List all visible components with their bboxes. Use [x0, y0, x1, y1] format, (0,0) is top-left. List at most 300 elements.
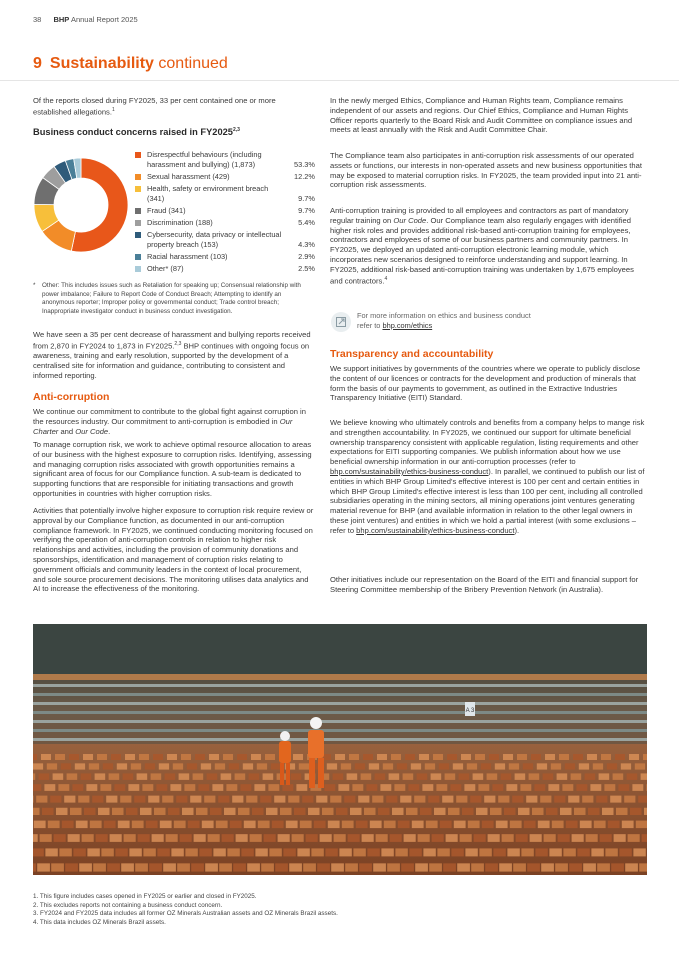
cathode-plate: [403, 773, 414, 780]
cathode-plate: [594, 821, 606, 829]
cathode-plate: [390, 834, 402, 842]
cathode-plate: [151, 773, 162, 780]
cathode-plate: [359, 863, 372, 871]
cathode-plate: [142, 784, 153, 791]
cathode-plate: [347, 773, 358, 780]
cathode-plate: [123, 773, 134, 780]
cathode-plate: [454, 821, 466, 829]
anti-corruption-p1: [33, 407, 315, 436]
cathode-plate: [188, 821, 200, 829]
cathode-plate: [389, 773, 400, 780]
cathode-plate: [487, 773, 498, 780]
cathode-plate: [460, 834, 472, 842]
cathode-plate: [37, 863, 50, 871]
cathode-plate: [352, 784, 363, 791]
cathode-plate: [557, 773, 568, 780]
cathode-plate: [314, 821, 326, 829]
cathode-plate: [356, 821, 368, 829]
legend-value: 2.5%: [298, 264, 315, 273]
legend-value: 5.4%: [298, 218, 315, 227]
legend-swatch: [135, 266, 141, 272]
cathode-plate: [336, 808, 348, 815]
cathode-plate: [251, 754, 261, 760]
cathode-plate: [552, 821, 564, 829]
cathode-plate: [249, 773, 260, 780]
cathode-plate: [33, 863, 36, 871]
cathode-plate: [223, 754, 233, 760]
cathode-plate: [601, 754, 611, 760]
cathode-plate: [590, 784, 601, 791]
cathode-plate: [558, 834, 570, 842]
cathode-plate: [42, 808, 54, 815]
cathode-plate: [114, 784, 125, 791]
cathode-plate: [574, 808, 586, 815]
cathode-plate: [459, 773, 470, 780]
cathode-plate: [372, 796, 383, 803]
cathode-plate: [610, 796, 621, 803]
cathode-plate: [320, 834, 332, 842]
cathode-plate: [375, 773, 386, 780]
footnote-2: 2. This excludes reports not containing a business conduct concern.: [33, 901, 223, 909]
cathode-plate: [412, 821, 424, 829]
cathode-plate: [422, 784, 433, 791]
cathode-plate: [241, 848, 253, 856]
cathode-plate: [363, 754, 373, 760]
chart-title-sup: 2,3: [232, 127, 240, 133]
cathode-plate: [40, 834, 52, 842]
cathode-plate: [436, 784, 447, 791]
cathode-plate: [551, 763, 561, 769]
cathode-plate: [56, 808, 68, 815]
cathode-plate: [181, 754, 191, 760]
cathode-plate: [478, 784, 489, 791]
cathode-plate: [602, 808, 614, 815]
cathode-plate: [502, 834, 514, 842]
legend-label: Other* (87): [147, 264, 184, 273]
cathode-plate: [585, 773, 596, 780]
report-title: Annual Report 2025: [70, 15, 138, 24]
cathode-plate: [644, 808, 647, 815]
cathode-plate: [530, 834, 542, 842]
cathode-plate: [202, 821, 214, 829]
cathode-plate: [428, 796, 439, 803]
cathode-plate: [76, 821, 88, 829]
cathode-plate: [191, 863, 204, 871]
cathode-plate: [229, 763, 239, 769]
cathode-plate: [464, 784, 475, 791]
cathode-plate: [308, 808, 320, 815]
cathode-plate: [111, 754, 121, 760]
cathode-plate: [98, 808, 110, 815]
cathode-plate: [58, 784, 69, 791]
cathode-plate: [611, 863, 624, 871]
cathode-plate: [226, 784, 237, 791]
cathode-plate: [159, 763, 169, 769]
legend-label: Health, safety or environment breach (341): [147, 184, 269, 203]
cathode-plate: [596, 796, 607, 803]
cathode-plate: [348, 834, 360, 842]
cathode-plate: [426, 821, 438, 829]
cathode-plate: [240, 784, 251, 791]
cathode-plate: [490, 808, 502, 815]
cathode-plate: [613, 773, 624, 780]
cathode-plate: [64, 796, 75, 803]
cathode-plate: [170, 784, 181, 791]
cathode-plate: [562, 784, 573, 791]
cathode-plate: [429, 863, 442, 871]
cathode-plate: [544, 834, 556, 842]
cathode-plate: [513, 863, 526, 871]
legend-swatch: [135, 232, 141, 238]
cathode-plate: [406, 808, 418, 815]
cathode-plate: [50, 796, 61, 803]
cathode-plate: [47, 763, 57, 769]
cathode-plate: [232, 796, 243, 803]
cathode-plate: [473, 773, 484, 780]
ethics-business-conduct-link-2[interactable]: bhp.com/sustainability/ethics-business-conduct: [356, 525, 515, 535]
cathode-plate: [563, 848, 575, 856]
cathode-plate: [300, 821, 312, 829]
cathode-plate: [387, 863, 400, 871]
cathode-plate: [624, 796, 635, 803]
cathode-plate: [474, 834, 486, 842]
cathode-plate: [33, 773, 35, 780]
section-number: 9: [33, 55, 42, 72]
cathode-plate: [576, 784, 587, 791]
cathode-plate: [630, 808, 642, 815]
cathode-plate: [569, 863, 582, 871]
cathode-plate: [516, 834, 528, 842]
transparency-p3: Other initiatives include our representation on the Board of the EITI and financial support for Steering Committee membership of the Bribery Prevention Network (in Australia).: [330, 575, 639, 594]
cathode-plate: [597, 863, 610, 871]
harassment-text: We have seen a 35 per cent decrease of harassment and bullying reports received from 2,870 in FY2024 to 1,873 in FY2025.: [33, 330, 311, 351]
cathode-plate: [222, 834, 234, 842]
cathode-plate: [112, 808, 124, 815]
cathode-plate: [503, 754, 513, 760]
legend-swatch: [135, 220, 141, 226]
cathode-plate: [488, 834, 500, 842]
cathode-plate: [243, 763, 253, 769]
risk-assessment-paragraph: The Compliance team also participates in anti-corruption risk assessments of our operated assets or functions, our interests in non-operated assets and new business opportunities that may be exposed to material corruption risks. In FY2025, the team provided input into 21 anti-corruption risk assessments.: [330, 151, 642, 190]
cathode-plate: [264, 834, 276, 842]
cathode-plate: [431, 773, 442, 780]
harassment-text-2: BHP continues with ongoing focus on awareness, training and early resolution, supported by the development of a centralised site for information and guidance, contributing to consistent and informed reporting.: [33, 341, 310, 380]
intro-paragraph: [33, 96, 315, 117]
overhead-rail: [33, 684, 647, 687]
legend-swatch: [135, 174, 141, 180]
our-code-ref: Our Code: [75, 426, 109, 436]
cathode-plate: [510, 821, 522, 829]
cathode-plate: [51, 863, 64, 871]
overhead-rail: [33, 711, 647, 714]
cathode-plate: [437, 848, 449, 856]
cathode-plate: [507, 848, 519, 856]
anti-p1-and: and: [58, 426, 76, 436]
cathode-plate: [86, 784, 97, 791]
cathode-plate: [391, 754, 401, 760]
cathode-plate: [588, 808, 600, 815]
cathode-plate: [377, 754, 387, 760]
cathode-plate: [283, 848, 295, 856]
training-sup: 4: [384, 275, 388, 282]
cathode-plate: [635, 763, 645, 769]
cathode-plate: [350, 808, 362, 815]
cathode-plate: [506, 784, 517, 791]
cathode-plate: [224, 808, 236, 815]
cathode-plate: [152, 834, 164, 842]
cathode-plate: [250, 834, 262, 842]
footnote-3: 3. FY2024 and FY2025 data includes all former OZ Minerals Australian assets and OZ Minerals Brazil assets.: [33, 910, 338, 918]
cathode-plate: [174, 821, 186, 829]
intro-text: Of the reports closed during FY2025, 33 per cent contained one or more established allegations.: [33, 96, 276, 117]
cathode-plate: [153, 754, 163, 760]
cathode-plate: [68, 834, 80, 842]
legend-swatch: [135, 186, 141, 192]
cathode-plate: [288, 796, 299, 803]
cathode-plate: [53, 773, 64, 780]
cathode-plate: [265, 754, 275, 760]
cathode-plate: [95, 773, 106, 780]
cathode-plate: [625, 863, 638, 871]
cathode-plate: [61, 763, 71, 769]
cathode-plate: [583, 863, 596, 871]
cathode-plate: [344, 796, 355, 803]
cathode-plate: [608, 821, 620, 829]
cathode-plate: [568, 796, 579, 803]
cathode-plate: [210, 808, 222, 815]
cathode-plate: [476, 808, 488, 815]
cathode-plate: [36, 796, 47, 803]
ethics-info-callout: [357, 311, 531, 330]
cathode-plate: [499, 863, 512, 871]
overhead-rail: [33, 738, 647, 741]
cathode-plate: [566, 821, 578, 829]
cathode-plate: [33, 754, 37, 760]
donut-chart: [33, 146, 129, 264]
cathode-plate: [394, 784, 405, 791]
cathode-plate: [278, 834, 290, 842]
cathode-plate: [143, 848, 155, 856]
cathode-plate: [135, 863, 148, 871]
cathode-plate: [373, 863, 386, 871]
cathode-plate: [380, 784, 391, 791]
cathode-plate: [366, 784, 377, 791]
cathode-plate: [541, 863, 554, 871]
cathode-plate: [355, 763, 365, 769]
cathode-plate: [280, 808, 292, 815]
cathode-plate: [481, 763, 491, 769]
cathode-plate: [485, 863, 498, 871]
cathode-plate: [41, 754, 51, 760]
cathode-plate: [176, 796, 187, 803]
header-divider: [0, 80, 679, 81]
cathode-plate: [335, 754, 345, 760]
cathode-plate: [465, 848, 477, 856]
cathode-plate: [303, 863, 316, 871]
cathode-plate: [524, 821, 536, 829]
cathode-plate: [33, 763, 43, 769]
cathode-plate: [34, 821, 46, 829]
cathode-plate: [124, 834, 136, 842]
cathode-plate: [587, 754, 597, 760]
cathode-plate: [638, 796, 647, 803]
cathode-plate: [586, 834, 598, 842]
training-text-a: Anti-corruption training is provided to all employees and contractors as part of mandatory regular training on: [330, 206, 629, 225]
cathode-plate: [559, 754, 569, 760]
cathode-plate: [291, 773, 302, 780]
cathode-plate: [443, 863, 456, 871]
page-number: 38: [33, 15, 42, 24]
cathode-plate: [408, 784, 419, 791]
cathode-plate: [419, 754, 429, 760]
cathode-plate: [338, 784, 349, 791]
cathode-plate: [260, 796, 271, 803]
cathode-plate: [101, 848, 113, 856]
cathode-plate: [33, 834, 38, 842]
cathode-plate: [582, 796, 593, 803]
cathode-plate: [137, 773, 148, 780]
cathode-plate: [216, 821, 228, 829]
training-paragraph: [330, 206, 648, 286]
cathode-plate: [492, 784, 503, 791]
cathode-plate: [398, 821, 410, 829]
cathode-plate: [286, 821, 298, 829]
cathode-plate: [642, 834, 647, 842]
cathode-plate: [621, 763, 631, 769]
cathode-plate: [160, 821, 172, 829]
cathode-plate: [404, 834, 416, 842]
cathode-plate: [131, 763, 141, 769]
cathode-plate: [331, 863, 344, 871]
cathode-plate: [90, 821, 102, 829]
cathode-plate: [484, 796, 495, 803]
cathode-plate: [92, 796, 103, 803]
cathode-plate: [447, 754, 457, 760]
ethics-business-conduct-link-1[interactable]: bhp.com/sustainability/ethics-business-conduct: [330, 466, 489, 476]
harassment-sup: 2,3: [174, 340, 182, 347]
cathode-plate: [120, 796, 131, 803]
chart-footnote: * Other: This includes issues such as Retaliation for speaking up; Consensual relationship with power imbalance; Failure to Report Code of Conduct Breach; Attempting to identify an anonymous reporter; Improper policy or governmental conduct; Trade control breach; Inappropriate investigator conduct in business conduct investigation.: [33, 282, 301, 315]
chart-footnote-text: Other: This includes issues such as Retaliation for speaking up; Consensual relationship with power imbalance; Failure to Report Code of Conduct Breach; Attempting to identify an anonymous reporter; Improper policy or governmental conduct; Trade control breach; Inappropriate investigator conduct in business conduct investigation.: [42, 282, 301, 315]
cathode-plate: [496, 821, 508, 829]
cathode-plate: [261, 863, 274, 871]
legend-value: 2.9%: [298, 252, 315, 261]
cathode-plate: [258, 821, 270, 829]
cathode-plate: [129, 848, 141, 856]
cathode-plate: [148, 796, 159, 803]
cathode-plate: [425, 763, 435, 769]
cathode-plate: [69, 754, 79, 760]
cathode-plate: [629, 754, 639, 760]
cathode-plate: [546, 808, 558, 815]
anti-corruption-p3: Activities that potentially involve higher exposure to corruption risk require review or approval by our Compliance function, as documented in our anti-corruption compliance framework. In FY2025, we continued conducting monitoring focused on verifying the operation of anti-corruption controls in relation to higher risk relationships and activities, including the provision of community donations and sponsorships, identification and management of corruption risks relating to government officials and community leaders in the context of local procurement, and sole source procurement decisions. The monitoring utilises data analytics and AI to increase the effectiveness of the monitoring.: [33, 506, 314, 594]
cathode-plate: [515, 773, 526, 780]
cathode-plate: [509, 763, 519, 769]
cathode-plate: [297, 848, 309, 856]
ethics-link[interactable]: bhp.com/ethics: [382, 320, 433, 330]
cathode-plate: [324, 784, 335, 791]
cathode-plate: [325, 848, 337, 856]
cathode-plate: [333, 773, 344, 780]
legend-value: 4.3%: [298, 239, 315, 249]
cathode-plate: [118, 821, 130, 829]
cathode-plate: [440, 821, 452, 829]
page-header: [33, 15, 138, 24]
cathode-plate: [48, 821, 60, 829]
cathode-plate: [237, 754, 247, 760]
cathode-plate: [317, 863, 330, 871]
cathode-plate: [461, 754, 471, 760]
cathode-plate: [140, 808, 152, 815]
transparency-p2-a: We believe knowing who ultimately controls and benefits from a company helps to mange risk and strengthen accountability. In FY2025, we continued our support for ultimate beneficial ownership transparency consistent with applicable regulation, listing requirements and other expectations for EITI supporting companies. We publish information about how we use beneficial ownership information in our anti-corruption processes (refer to: [330, 418, 645, 467]
section-name: Sustainability: [49, 55, 154, 72]
cathode-plate: [520, 784, 531, 791]
cathode-plate: [316, 796, 327, 803]
cathode-plate: [294, 808, 306, 815]
cathode-plate: [580, 821, 592, 829]
cathode-plate: [163, 863, 176, 871]
legend-swatch: [135, 254, 141, 260]
cathode-plate: [467, 763, 477, 769]
overhead-rail: [33, 702, 647, 705]
cathode-plate: [384, 821, 396, 829]
cathode-plate: [221, 773, 232, 780]
cathode-plate: [571, 773, 582, 780]
legend-label: Discrimination (188): [147, 218, 213, 227]
cathode-plate: [628, 834, 640, 842]
cathode-plate: [275, 863, 288, 871]
intro-sup: 1: [111, 106, 115, 113]
cathode-plate: [146, 821, 158, 829]
cathode-plate: [104, 821, 116, 829]
cathode-plate: [195, 754, 205, 760]
cathode-plate: [417, 773, 428, 780]
cathode-plate: [106, 796, 117, 803]
cathode-plate: [349, 754, 359, 760]
cathode-plate: [523, 763, 533, 769]
cathode-plate: [405, 754, 415, 760]
cathode-plate: [618, 784, 629, 791]
cathode-plate: [254, 784, 265, 791]
cathode-plate: [378, 808, 390, 815]
cathode-plate: [84, 808, 96, 815]
cathode-plate: [392, 808, 404, 815]
cathode-plate: [215, 763, 225, 769]
cathode-plate: [302, 796, 313, 803]
cathode-plate: [44, 784, 55, 791]
cathode-plate: [364, 808, 376, 815]
cathode-plate: [45, 848, 57, 856]
cathode-plate: [121, 863, 134, 871]
legend-swatch: [135, 208, 141, 214]
cathode-plate: [334, 834, 346, 842]
overhead-rail: [33, 720, 647, 723]
cathode-plate: [627, 773, 638, 780]
cathode-plate: [107, 863, 120, 871]
cathode-plate: [219, 863, 232, 871]
cathode-plate: [33, 848, 44, 856]
cathode-plate: [445, 773, 456, 780]
cathode-plate: [579, 763, 589, 769]
ethics-info-line2: refer to: [357, 320, 383, 330]
cathode-plate: [643, 754, 647, 760]
cathode-plate: [411, 763, 421, 769]
chart-title: [33, 127, 315, 137]
cathode-plate: [125, 754, 135, 760]
cathode-plate: [208, 834, 220, 842]
cathode-plate: [599, 773, 610, 780]
cathode-plate: [230, 821, 242, 829]
